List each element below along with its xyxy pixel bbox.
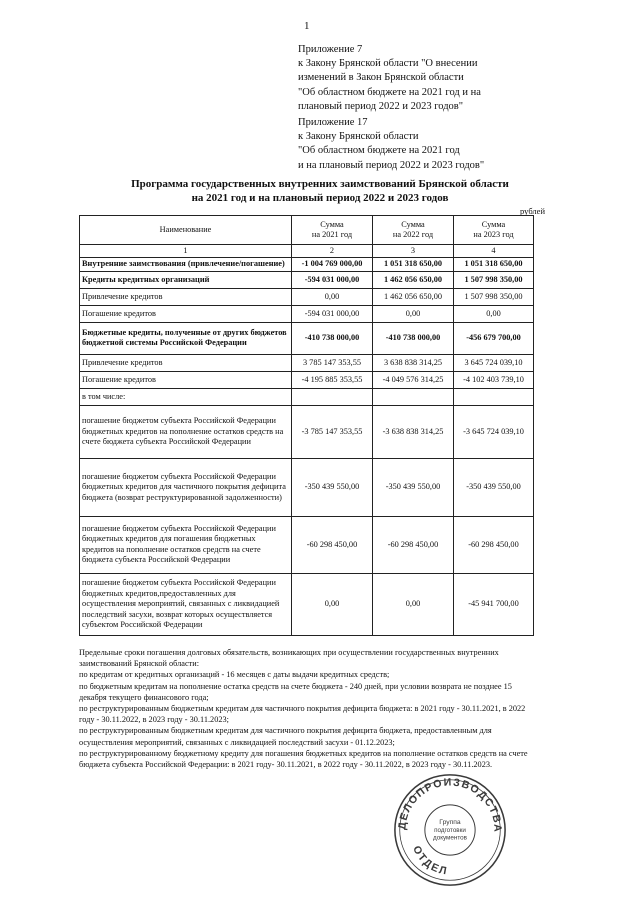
column-header: Наименование bbox=[80, 216, 292, 245]
annex-line: плановый период 2022 и 2023 годов" bbox=[298, 100, 464, 112]
note-paragraph: по реструктурированным бюджетным кредитам для частичного покрытия дефицита бюджета: в 2021 году - 30.11.2021, в 2022 году - 30.11.2022, в 2023 году - 30.11.2023; bbox=[79, 704, 526, 725]
annex-line: "Об областном бюджете на 2021 год и на bbox=[298, 86, 481, 98]
note-paragraph: по кредитам от кредитных организаций - 16 месяцев с даты выдачи кредитных средств; bbox=[79, 670, 390, 680]
title-line: Программа государственных внутренних заимствований Брянской области bbox=[131, 178, 509, 190]
amount-2023: -60 298 450,00 bbox=[454, 516, 534, 573]
page-number: 1 bbox=[304, 20, 310, 32]
amount-2023: -4 102 403 739,10 bbox=[454, 371, 534, 388]
amount-2022: -60 298 450,00 bbox=[373, 516, 454, 573]
annex-line: изменений в Закон Брянской области bbox=[298, 72, 464, 84]
table-row bbox=[80, 458, 534, 516]
annex-line: "Об областном бюджете на 2021 год bbox=[298, 145, 460, 157]
annex-7-header bbox=[298, 43, 481, 114]
table-row bbox=[80, 388, 534, 405]
note-paragraph: по реструктурированным бюджетным кредитам для частичного покрытия дефицита бюджета, предоставленным для осуществления мероприятий, связанных с ликвидацией последствий засухи - 01.12.2023; bbox=[79, 726, 492, 747]
table-row bbox=[80, 258, 534, 271]
row-name: Бюджетные кредиты, полученные от других бюджетов бюджетной системы Российской Федерации bbox=[80, 322, 292, 354]
amount-2021: 0,00 bbox=[292, 288, 373, 305]
column-number: 2 bbox=[292, 245, 373, 258]
annex-line: Приложение 7 bbox=[298, 44, 363, 55]
title-line: на 2021 год и на плановый период 2022 и 2023 годов bbox=[191, 192, 449, 204]
column-number: 3 bbox=[373, 245, 454, 258]
amount-2023: -3 645 724 039,10 bbox=[454, 405, 534, 458]
table-row bbox=[80, 371, 534, 388]
amount-2022: 1 462 056 650,00 bbox=[373, 288, 454, 305]
amount-2021: 3 785 147 353,55 bbox=[292, 354, 373, 371]
table-row bbox=[80, 322, 534, 354]
column-header: Сумма на 2022 год bbox=[373, 216, 454, 245]
amount-2021: -410 738 000,00 bbox=[292, 322, 373, 354]
annex-line: и на плановый период 2022 и 2023 годов" bbox=[298, 159, 485, 171]
row-name: погашение бюджетом субъекта Российской Федерации бюджетных кредитов,предоставленных для осуществления мероприятий, связанных с ликвидацией последствий засухи, возврат которых осуществляется субъектом Российской Федерации bbox=[80, 573, 292, 635]
amount-2021: -1 004 769 000,00 bbox=[292, 258, 373, 271]
annex-line: к Закону Брянской области bbox=[298, 131, 419, 143]
stamp-center-line: документов bbox=[433, 834, 467, 842]
amount-2021 bbox=[292, 388, 373, 405]
amount-2022: -410 738 000,00 bbox=[373, 322, 454, 354]
amount-2021: -350 439 550,00 bbox=[292, 458, 373, 516]
amount-2021: 0,00 bbox=[292, 573, 373, 635]
amount-2023: 1 051 318 650,00 bbox=[454, 258, 534, 271]
amount-2022: 0,00 bbox=[373, 573, 454, 635]
amount-2022: -350 439 550,00 bbox=[373, 458, 454, 516]
table-row bbox=[80, 516, 534, 573]
amount-2021: -594 031 000,00 bbox=[292, 271, 373, 288]
notes-section bbox=[79, 647, 539, 770]
document-title bbox=[60, 177, 580, 205]
row-name: погашение бюджетом субъекта Российской Федерации бюджетных кредитов для частичного покрытия дефицита бюджета (возврат реструктурированной задолженности) bbox=[80, 458, 292, 516]
amount-2023: 0,00 bbox=[454, 305, 534, 322]
note-paragraph: по реструктурированному бюджетному кредиту для погашения бюджетных кредитов на пополнение остатков средств на счете бюджета субъекта Российской Федерации: в 2021 году- 30.11.2021, в 2022 году - 30.11.2022, в 2023 году - 30.11.2023. bbox=[79, 748, 528, 770]
amount-2023: 3 645 724 039,10 bbox=[454, 354, 534, 371]
column-number: 4 bbox=[454, 245, 534, 258]
amount-2023: 1 507 998 350,00 bbox=[454, 271, 534, 288]
amount-2022: -3 638 838 314,25 bbox=[373, 405, 454, 458]
row-name: погашение бюджетом субъекта Российской Федерации бюджетных кредитов для погашения бюджетных кредитов на пополнение остатков средств на счете бюджета субъекта Российской Федерации bbox=[80, 516, 292, 573]
column-number-row bbox=[80, 245, 534, 258]
amount-2022: 0,00 bbox=[373, 305, 454, 322]
amount-2021: -60 298 450,00 bbox=[292, 516, 373, 573]
annex-17-header bbox=[298, 116, 484, 173]
row-name: Погашение кредитов bbox=[80, 371, 292, 388]
table-row bbox=[80, 354, 534, 371]
stamp-center-line: подготовки bbox=[434, 826, 466, 834]
annex-line: Приложение 17 bbox=[298, 117, 368, 128]
amount-2021: -4 195 885 353,55 bbox=[292, 371, 373, 388]
table-body bbox=[80, 216, 534, 636]
units-label: рублей bbox=[520, 206, 545, 216]
note-paragraph: Предельные сроки погашения долговых обязательств, возникающих при осуществлении государственных внутренних заимствований Брянской области: bbox=[79, 648, 499, 669]
column-number: 1 bbox=[80, 245, 292, 258]
amount-2023 bbox=[454, 388, 534, 405]
amount-2023: -350 439 550,00 bbox=[454, 458, 534, 516]
table-row bbox=[80, 288, 534, 305]
amount-2021: -594 031 000,00 bbox=[292, 305, 373, 322]
row-name: погашение бюджетом субъекта Российской Федерации бюджетных кредитов на пополнение остатков средств на счете бюджета субъекта Российской Федерации bbox=[80, 405, 292, 458]
row-name: Погашение кредитов bbox=[80, 305, 292, 322]
stamp-lower-text: ОТДЕЛ bbox=[410, 843, 450, 878]
column-header: Сумма на 2021 год bbox=[292, 216, 373, 245]
borrowing-program-table bbox=[79, 215, 534, 636]
table-header-row bbox=[80, 216, 534, 245]
row-name: Внутренние заимствования (привлечение/погашение) bbox=[80, 258, 292, 271]
row-name: Привлечение кредитов bbox=[80, 354, 292, 371]
column-header: Сумма на 2023 год bbox=[454, 216, 534, 245]
amount-2023: -456 679 700,00 bbox=[454, 322, 534, 354]
table-row bbox=[80, 573, 534, 635]
row-name: в том числе: bbox=[80, 388, 292, 405]
amount-2022 bbox=[373, 388, 454, 405]
annex-line: к Закону Брянской области "О внесении bbox=[298, 58, 478, 70]
amount-2022: 1 462 056 650,00 bbox=[373, 271, 454, 288]
note-paragraph: по бюджетным кредитам на пополнение остатка средств на счете бюджета - 240 дней, при условии возврата не позднее 15 декабря текущего финансового года; bbox=[79, 681, 512, 702]
stamp-center-line: Группа bbox=[439, 819, 461, 827]
stamp-outer-text: ДЕЛОПРОИЗВОДСТВА bbox=[396, 776, 504, 834]
amount-2022: 3 638 838 314,25 bbox=[373, 354, 454, 371]
amount-2021: -3 785 147 353,55 bbox=[292, 405, 373, 458]
table-row bbox=[80, 305, 534, 322]
amount-2022: -4 049 576 314,25 bbox=[373, 371, 454, 388]
table-row bbox=[80, 405, 534, 458]
row-name: Привлечение кредитов bbox=[80, 288, 292, 305]
table-row bbox=[80, 271, 534, 288]
amount-2022: 1 051 318 650,00 bbox=[373, 258, 454, 271]
amount-2023: 1 507 998 350,00 bbox=[454, 288, 534, 305]
row-name: Кредиты кредитных организаций bbox=[80, 271, 292, 288]
office-stamp bbox=[392, 772, 508, 888]
amount-2023: -45 941 700,00 bbox=[454, 573, 534, 635]
